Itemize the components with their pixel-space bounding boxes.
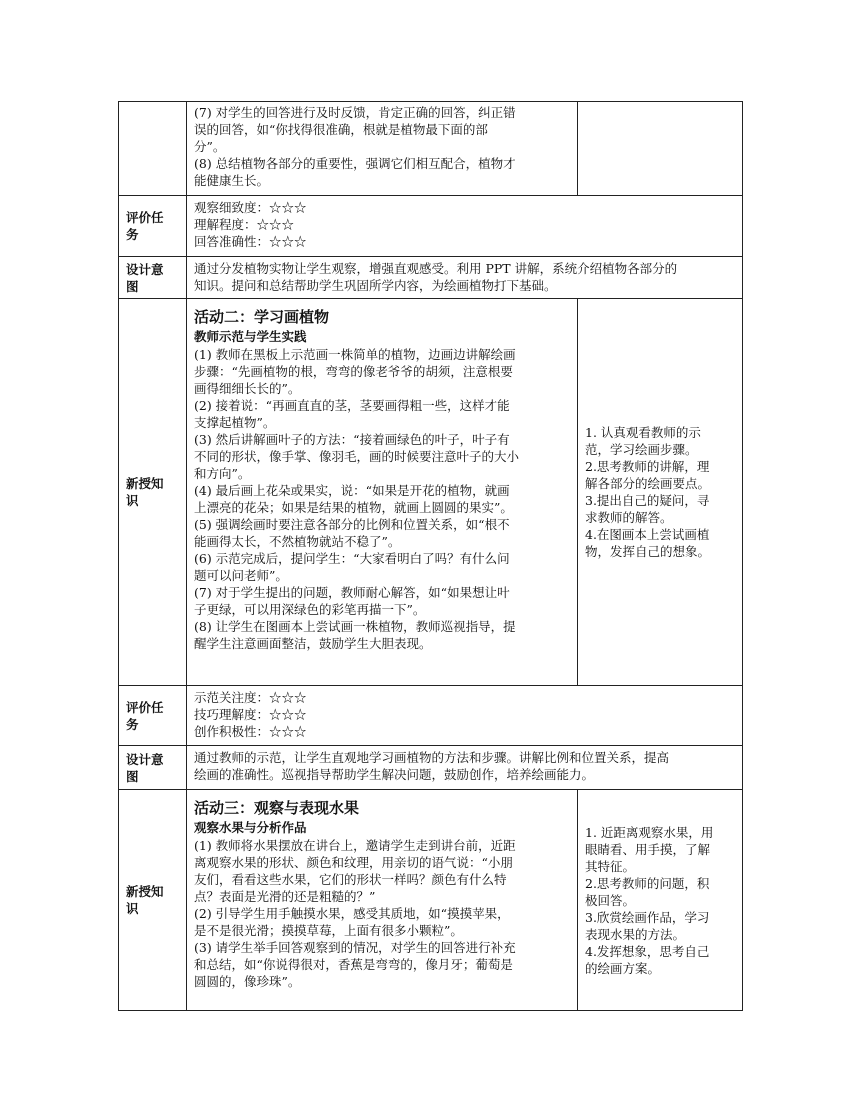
row-label-new-knowledge [119,790,187,1011]
content-line: (2) 接着说：“再画直直的茎，茎要画得粗一些，这样才能 [194,398,510,413]
content-line: 友们，看看这些水果，它们的形状一样吗？颜色有什么特 [194,872,507,887]
evaluation-item: 创作积极性：☆☆☆ [194,724,307,739]
content-line: 圆圆的，像珍珠”。 [194,974,301,989]
design-intent-cell [187,257,743,299]
content-line: (8) 让学生在图画本上尝试画一株植物，教师巡视指导，提 [194,619,516,634]
content-line: (1) 教师将水果摆放在讲台上，邀请学生走到讲台前，近距 [194,838,516,853]
content-line: 和方向”。 [194,466,251,481]
student-activity-cell [578,299,743,686]
evaluation-item: 理解程度：☆☆☆ [194,217,295,232]
label-cell-empty [119,102,187,196]
row-label-evaluation [119,686,187,746]
content-line: 绘画的准确性。巡视指导帮助学生解决问题，鼓励创作，培养绘画能力。 [194,767,595,782]
side-line: 眼睛看、用手摸，了解 [585,841,711,857]
activity-content-cell [187,299,578,686]
row-label-new-knowledge [119,299,187,686]
content-line: 知识。提问和总结帮助学生巩固所学内容，为绘画植物打下基础。 [194,278,557,293]
label-line: 识 [126,493,139,508]
content-line: (1) 教师在黑板上示范画一株简单的植物，边画边讲解绘画 [194,347,516,362]
evaluation-item: 回答准确性：☆☆☆ [194,234,307,249]
table-row-activity-three [119,790,743,1011]
label-line: 务 [126,716,139,732]
side-line: 物，发挥自己的想象。 [585,544,711,559]
side-line: 2.思考教师的讲解，理 [585,459,710,474]
side-line: 1. 认真观看教师的示 [585,425,701,440]
side-line: 范，学习绘画步骤。 [585,442,698,457]
content-line: 步骤：“先画植物的根，弯弯的像老爷爷的胡须，注意根要 [194,364,513,379]
content-line: 子更绿，可以用深绿色的彩笔再描一下”。 [194,602,426,617]
content-line: (7) 对于学生提出的问题，教师耐心解答，如“如果想让叶 [194,585,510,600]
side-line: 2.思考教师的问题，积 [585,875,710,891]
row-label-evaluation [119,196,187,257]
row-label-design-intent [119,746,187,790]
content-line: (2) 引导学生用手触摸水果，感受其质地，如“摸摸苹果， [194,906,510,921]
content-line: 支撑起植物”。 [194,415,276,430]
activity-title: 活动二：学习画植物 [194,308,330,326]
content-line: 能健康生长。 [194,173,270,188]
content-line: (4) 最后画上花朵或果实，说：“如果是开花的植物，就画 [194,483,510,498]
content-line: (3) 请学生举手回答观察到的情况，对学生的回答进行补充 [194,940,516,955]
content-line: (6) 示范完成后，提问学生：“大家看明白了吗？有什么问 [194,551,510,566]
content-line: 能画得太长，不然植物就站不稳了”。 [194,534,401,549]
content-line: (8) 总结植物各部分的重要性，强调它们相互配合，植物才 [194,156,516,171]
content-line: (5) 强调绘画时要注意各部分的比例和位置关系，如“根不 [194,517,510,532]
label-line: 务 [126,227,139,242]
side-line: 求教师的解答。 [585,510,673,525]
evaluation-cell [187,686,743,746]
content-line: 是不是很光滑；摸摸草莓，上面有很多小颗粒”。 [194,923,463,938]
side-line: 4.发挥想象，思考自己 [585,943,710,959]
label-line: 图 [126,768,139,784]
side-line: 3.提出自己的疑问，寻 [585,493,710,508]
content-line: (7) 对学生的回答进行及时反馈，肯定正确的回答，纠正错 [194,105,516,120]
side-line: 极回答。 [585,892,636,908]
content-line: 通过分发植物实物让学生观察，增强直观感受。利用 PPT 讲解，系统介绍植物各部分的 [194,261,678,276]
label-line: 图 [126,278,139,294]
content-line: 分”。 [194,139,226,154]
lesson-plan-table [118,101,743,1011]
side-cell-empty [578,102,743,196]
label-line: 新授知 [126,884,164,899]
table-row-design-intent [119,257,743,299]
label-line: 设计意 [126,261,164,277]
label-line: 评价任 [126,699,164,715]
evaluation-cell [187,196,743,257]
label-line: 设计意 [126,751,164,767]
side-line: 其特征。 [585,858,636,874]
table-row-design-intent [119,746,743,790]
activity-subtitle: 观察水果与分析作品 [194,820,307,835]
side-line: 的绘画方案。 [585,960,661,976]
evaluation-item: 观察细致度：☆☆☆ [194,200,307,215]
side-line: 表现水果的方法。 [585,926,686,942]
content-line: 不同的形状，像手掌、像羽毛，画的时候要注意叶子的大小 [194,449,520,464]
content-line: 题可以问老师”。 [194,568,288,583]
content-line: (3) 然后讲解画叶子的方法：“接着画绿色的叶子，叶子有 [194,432,510,447]
table-row-activity-two [119,299,743,686]
activity-content-cell [187,790,578,1011]
table-row-continuation [119,102,743,196]
side-line: 解各部分的绘画要点。 [585,476,711,491]
content-line: 点？表面是光滑的还是粗糙的？” [194,889,376,904]
evaluation-item: 示范关注度：☆☆☆ [194,690,307,705]
content-line: 醒学生注意画面整洁，鼓励学生大胆表现。 [194,636,432,651]
design-intent-cell [187,746,743,790]
side-line: 3.欣赏绘画作品，学习 [585,909,710,925]
side-line: 1. 近距离观察水果，用 [585,824,714,840]
content-line: 画得细细长长的”。 [194,381,301,396]
label-line: 识 [126,901,139,916]
table-row-evaluation [119,196,743,257]
content-cell [187,102,578,196]
student-activity-cell [578,790,743,1011]
activity-subtitle: 教师示范与学生实践 [194,329,307,344]
content-line: 和总结，如“你说得很对，香蕉是弯弯的，像月牙；葡萄是 [194,957,513,972]
label-line: 评价任 [126,210,164,225]
content-line: 误的回答，如“你找得很准确，根就是植物最下面的部 [194,122,488,137]
content-line: 上漂亮的花朵；如果是结果的植物，就画上圆圆的果实”。 [194,500,513,515]
side-line: 4.在图画本上尝试画植 [585,527,710,542]
content-line: 通过教师的示范，让学生直观地学习画植物的方法和步骤。讲解比例和位置关系，提高 [194,750,670,765]
table-row-evaluation [119,686,743,746]
evaluation-item: 技巧理解度：☆☆☆ [194,707,307,722]
label-line: 新授知 [126,476,164,491]
row-label-design-intent [119,257,187,299]
content-line: 离观察水果的形状、颜色和纹理，用亲切的语气说：“小朋 [194,855,513,870]
activity-title: 活动三：观察与表现水果 [194,799,360,817]
